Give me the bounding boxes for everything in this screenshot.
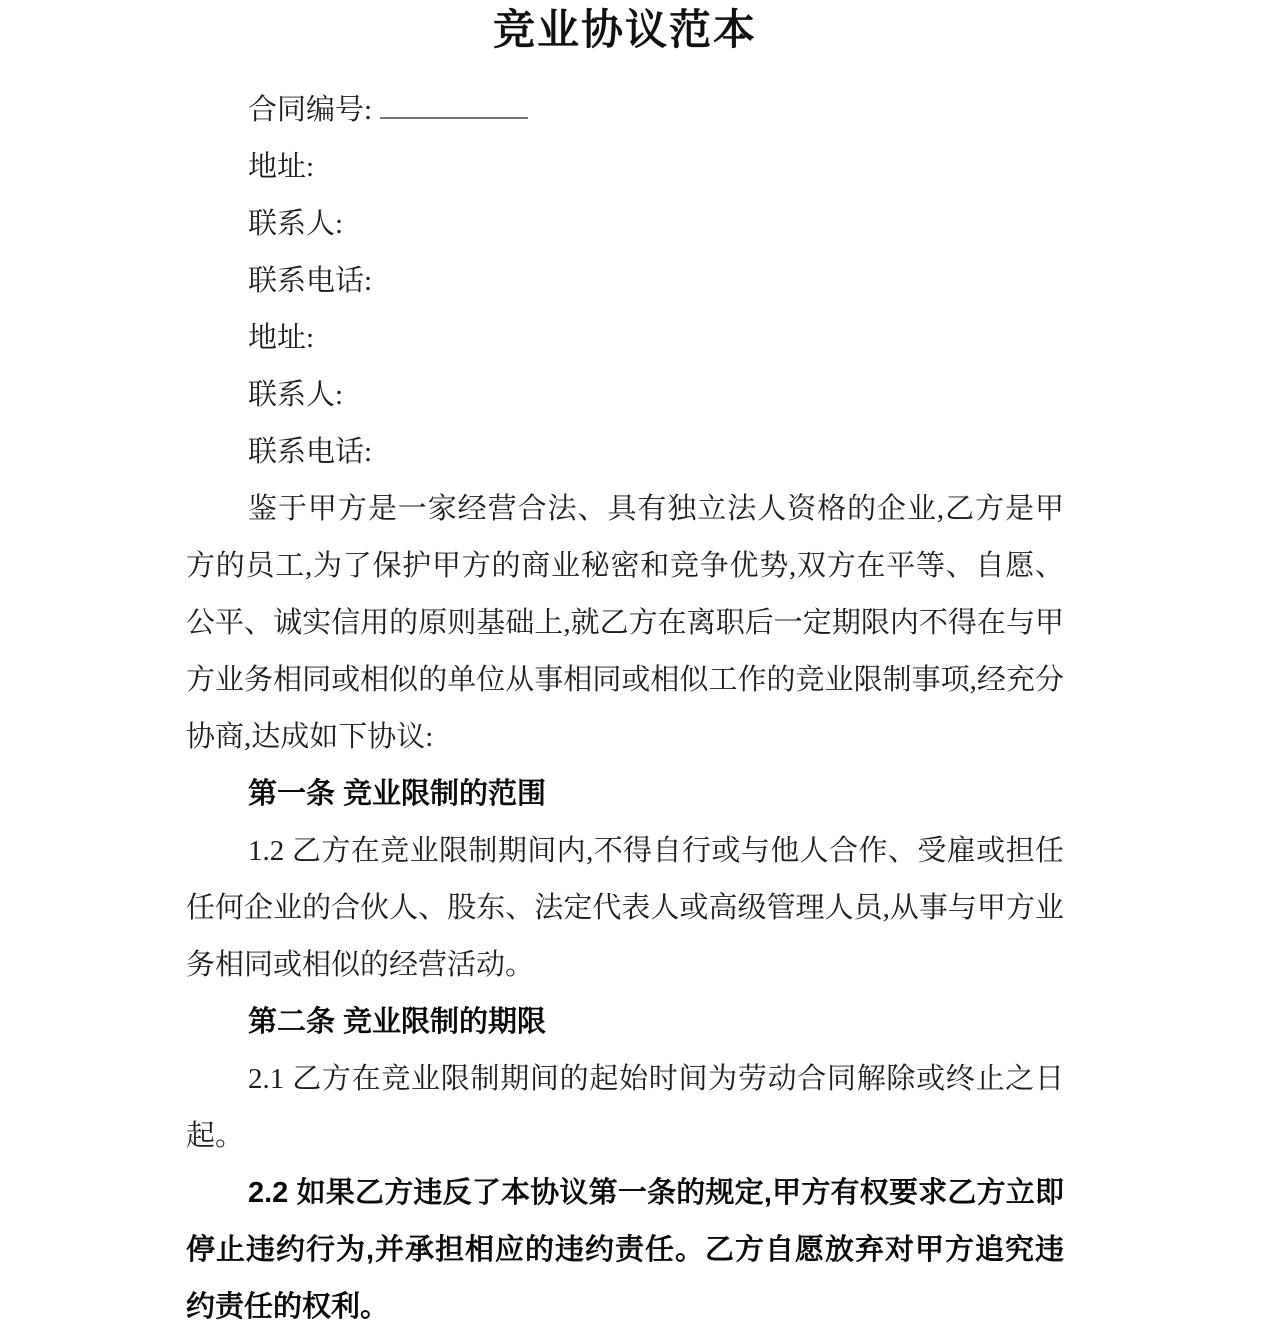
article-1-heading: 第一条 竞业限制的范围	[248, 778, 547, 810]
article-2-heading: 第二条 竞业限制的期限	[248, 1006, 547, 1038]
header-fields	[186, 82, 1064, 481]
contact-person-2-label: 联系人:	[248, 379, 344, 411]
field-line-contract-number	[186, 82, 1064, 139]
clause-2-1-paragraph: 2.1 乙方在竞业限制期间的起始时间为劳动合同解除或终止之日起。	[186, 1063, 1064, 1152]
field-line-contact-person-1	[186, 196, 1064, 253]
contact-phone-1-label: 联系电话:	[248, 265, 373, 297]
field-line-contact-phone-1	[186, 253, 1064, 310]
field-line-address-2	[186, 310, 1064, 367]
contract-number-blank-line	[380, 90, 528, 119]
contract-number-label: 合同编号:	[248, 94, 373, 126]
preamble-paragraph: 鉴于甲方是一家经营合法、具有独立法人资格的企业,乙方是甲方的员工,为了保护甲方的商业秘密和竞争优势,双方在平等、自愿、公平、诚实信用的原则基础上,就乙方在离职后一定期限内不得在与甲方业务相同或相似的单位从事相同或相似工作的竞业限制事项,经充分协商,达成如下协议:	[186, 493, 1064, 753]
field-line-address-1	[186, 139, 1064, 196]
field-line-contact-phone-2	[186, 424, 1064, 481]
address-1-label: 地址:	[248, 151, 315, 183]
contact-person-1-label: 联系人:	[248, 208, 344, 240]
field-line-contact-person-2	[186, 367, 1064, 424]
clause-2-2-paragraph: 2.2 如果乙方违反了本协议第一条的规定,甲方有权要求乙方立即停止违约行为,并承担相应的违约责任。乙方自愿放弃对甲方追究违约责任的权利。	[186, 1177, 1064, 1323]
address-2-label: 地址:	[248, 322, 315, 354]
clause-1-2-paragraph: 1.2 乙方在竞业限制期间内,不得自行或与他人合作、受雇或担任任何企业的合伙人、股东、法定代表人或高级管理人员,从事与甲方业务相同或相似的经营活动。	[186, 835, 1064, 981]
contact-phone-2-label: 联系电话:	[248, 436, 373, 468]
document-title: 竞业协议范本	[492, 8, 757, 54]
